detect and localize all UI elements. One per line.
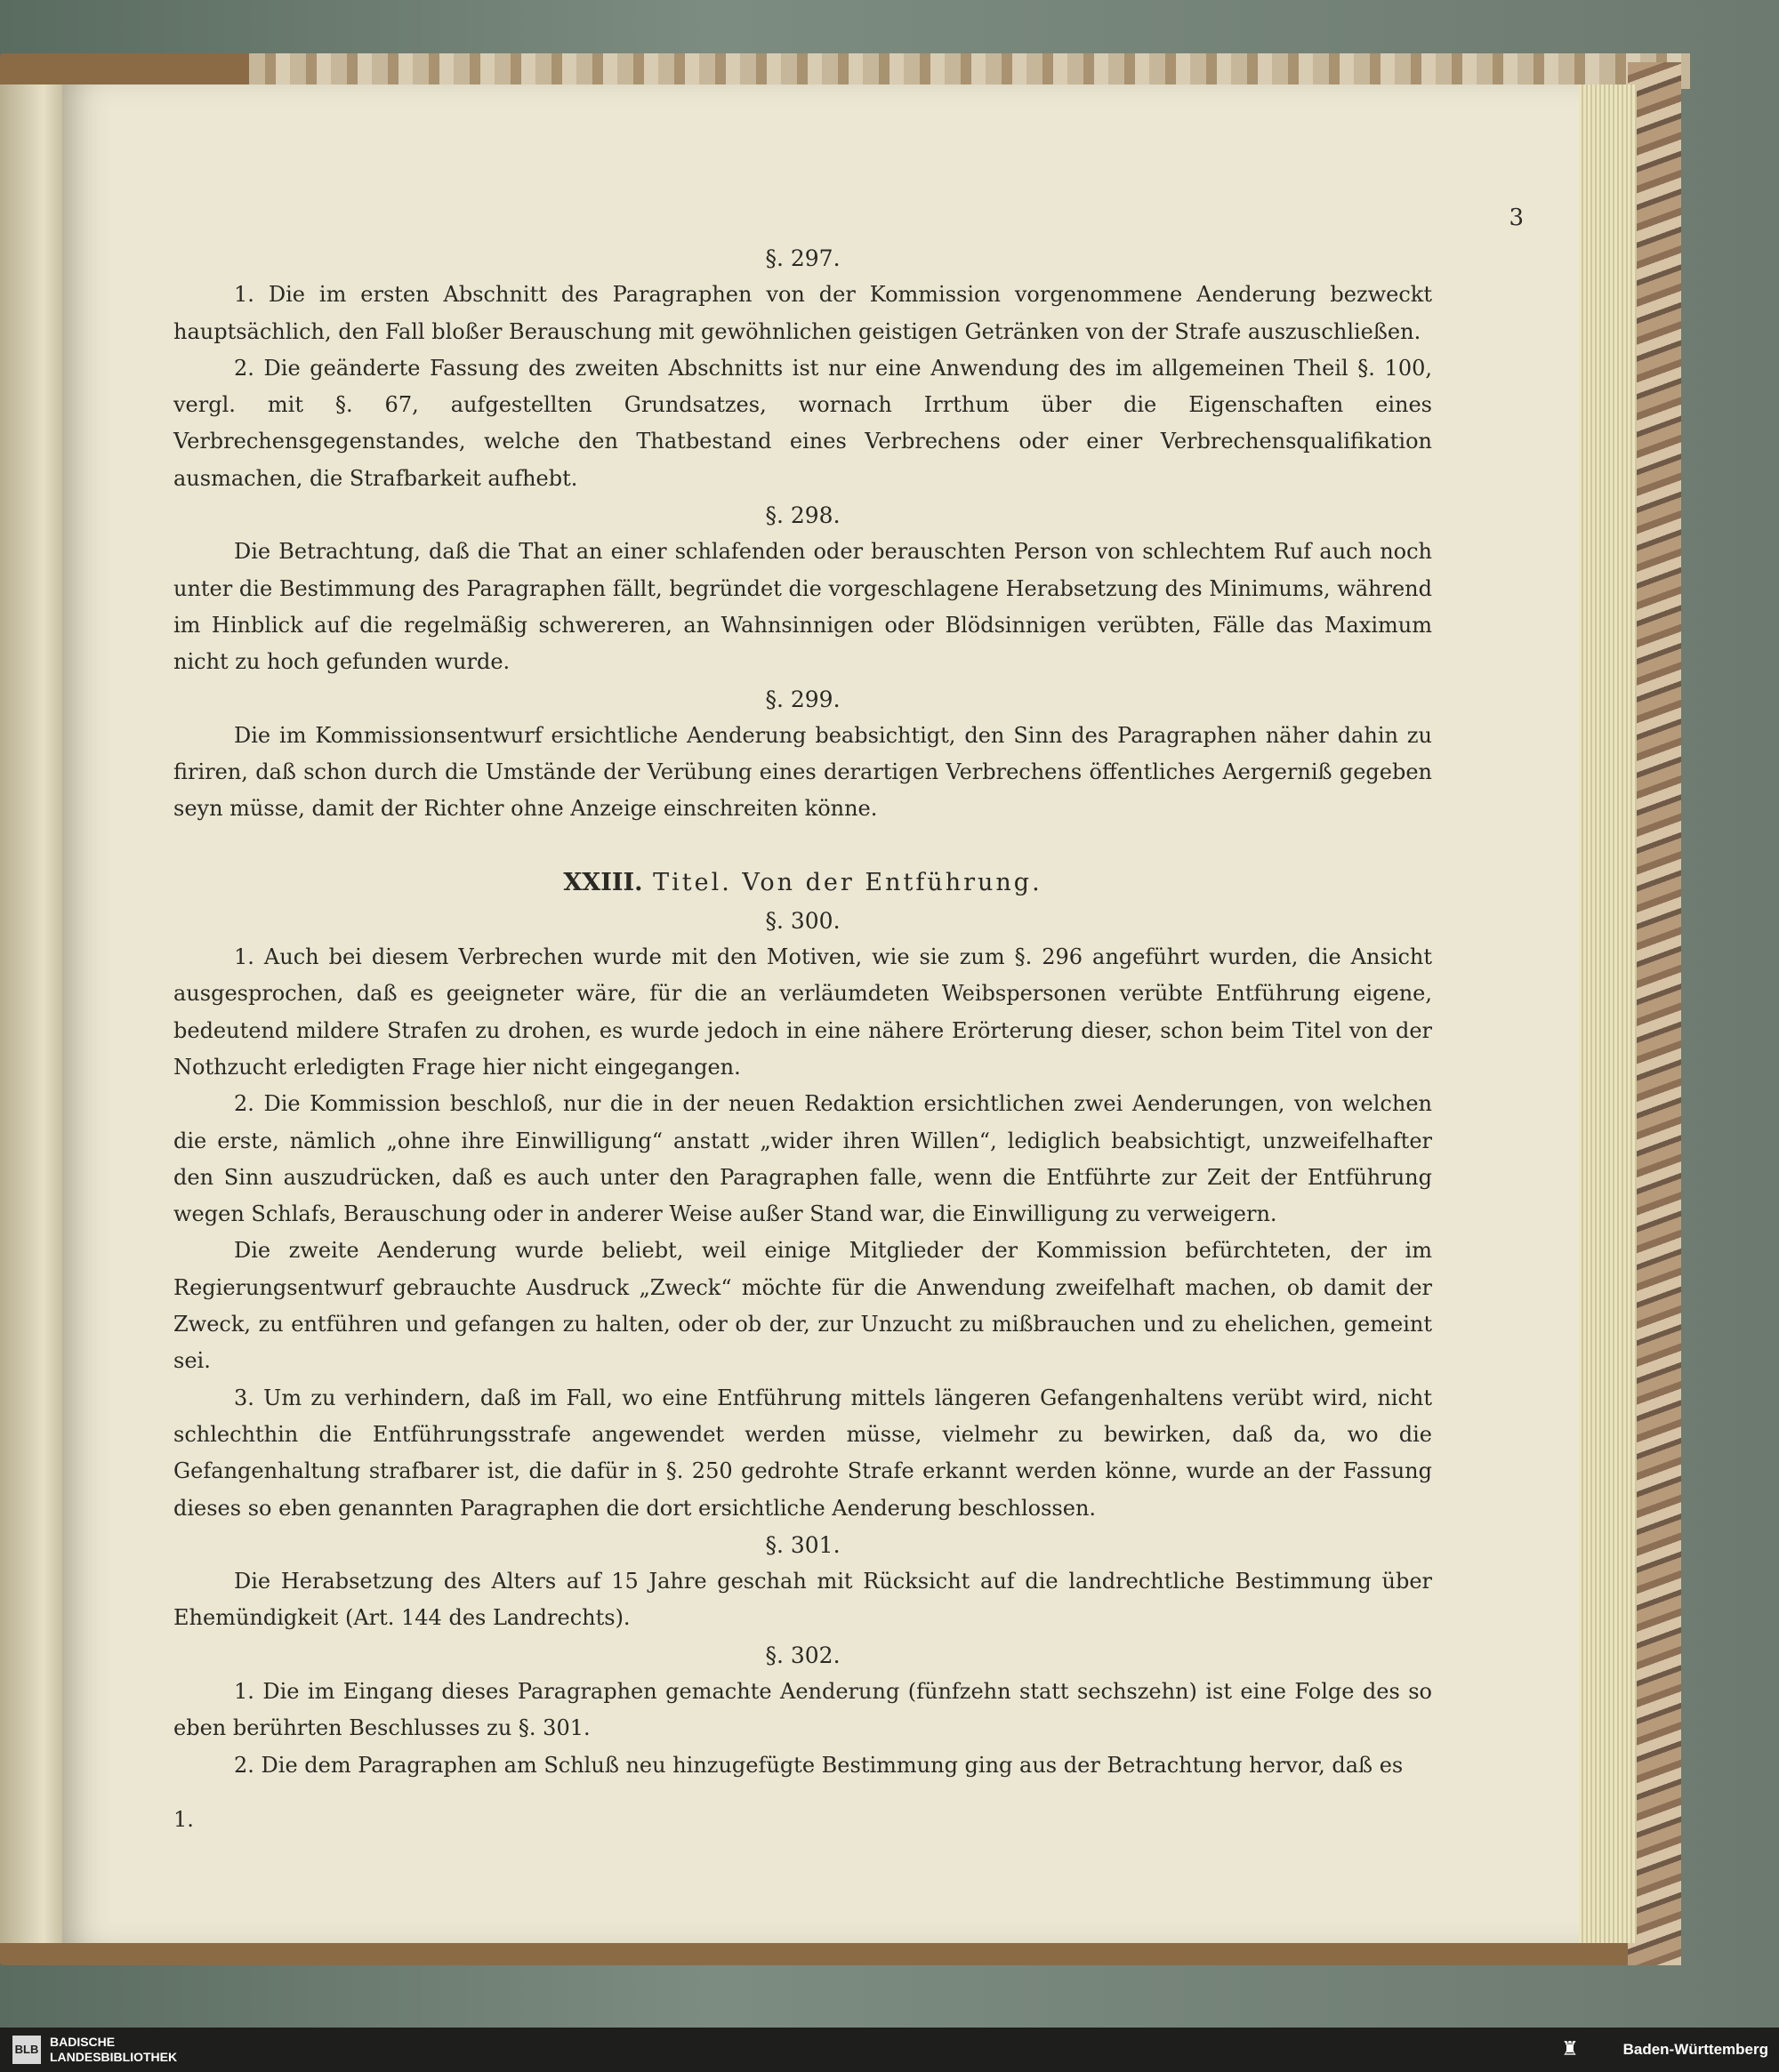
institution-line-1: BADISCHE — [50, 2035, 116, 2049]
title-number: XXIII. — [563, 868, 643, 896]
title-heading — [173, 863, 1432, 903]
paragraph: 1. Die im ersten Abschnitt des Paragraphen von der Kommission vorgenommene Aenderung bezweckt hauptsächlich, den Fall bloßer Berauschung mit gewöhnlichen geistigen Getränken von der Strafe auszuschließen. — [173, 282, 1432, 344]
coat-of-arms-icon: ♜ — [1561, 2038, 1579, 2060]
signature-mark: 1. — [173, 1806, 194, 1832]
section-heading-302: §. 302. — [765, 1642, 841, 1668]
marbled-edge-top — [249, 53, 1690, 89]
paragraph: 2. Die Kommission beschloß, nur die in der neuen Redaktion ersichtlichen zwei Aenderungen, von welchen die erste, nämlich „ohne ihre Einwilligung“ anstatt „wider ihren Willen“, lediglich beabsichtigt, unzweifelhafter den Sinn auszudrücken, daß es auch unter den Paragraphen falle, wenn die Entführte zur Zeit der Entführung wegen Schlafs, Berauschung oder in anderer Weise außer Stand war, die Einwilligung zu verweigern. — [173, 1091, 1432, 1227]
paragraph: Die Herabsetzung des Alters auf 15 Jahre geschah mit Rücksicht auf die landrechtliche Bestimmung über Ehemündigkeit (Art. 144 des Landrechts). — [173, 1569, 1432, 1631]
section-heading-298: §. 298. — [765, 502, 841, 529]
paragraph: 1. Die im Eingang dieses Paragraphen gemachte Aenderung (fünfzehn statt sechszehn) ist eine Folge des so eben berührten Beschlusses zu §. 301. — [173, 1678, 1432, 1741]
paragraph: 2. Die geänderte Fassung des zweiten Abschnitts ist nur eine Anwendung des im allgemeinen Theil §. 100, vergl. mit §. 67, aufgestellten Grundsatzes, wornach Irrthum über die Eigenschaften eines Verbrechensgegenstandes, welche den Thatbestand eines Verbrechens oder einer Verbrechensqualifikation ausmachen, die Strafbarkeit aufhebt. — [173, 355, 1432, 491]
page-content — [173, 240, 1432, 1838]
institution-line-2: LANDESBIBLIOTHEK — [50, 2050, 178, 2064]
section-heading-301: §. 301. — [765, 1531, 841, 1558]
state-logo-text[interactable]: Baden-Württemberg — [1622, 2041, 1768, 2058]
blb-logo-icon[interactable]: BLB — [12, 2036, 41, 2064]
title-text: Titel. Von der Entführung. — [653, 868, 1042, 896]
page-number: 3 — [1509, 205, 1524, 231]
section-heading-297: §. 297. — [765, 245, 841, 271]
paragraph: Die zweite Aenderung wurde beliebt, weil einige Mitglieder der Kommission befürchteten, der im Regierungsentwurf gebrauchte Ausdruck „Zweck“ möchte für die Anwendung zweifelhaft machen, ob damit der Zweck, zu entführen und gefangen zu halten, oder ob der, zur Unzucht zu mißbrauchen und zu ehelichen, gemeint sei. — [173, 1238, 1432, 1374]
paragraph: 1. Auch bei diesem Verbrechen wurde mit den Motiven, wie sie zum §. 296 angeführt wurden, die Ansicht ausgesprochen, daß es geeigneter wäre, für die an verläumdeten Weibspersonen verübte Entführung eigene, bedeutend mildere Strafen zu drohen, es wurde jedoch in eine nähere Erörterung dieser, schon beim Titel von der Nothzucht erledigten Frage hier nicht eingegangen. — [173, 944, 1432, 1080]
paragraph: Die Betrachtung, daß die That an einer schlafenden oder berauschten Person von schlechtem Ruf auch noch unter die Bestimmung des Paragraphen fällt, begründet die vorgeschlagene Herabsetzung des Minimums, während im Hinblick auf die regelmäßig schwereren, an Wahnsinnigen oder Blödsinnigen verübten, Fälle das Maximum nicht zu hoch gefunden wurde. — [173, 539, 1432, 675]
paragraph: Die im Kommissionsentwurf ersichtliche Aenderung beabsichtigt, den Sinn des Paragraphen näher dahin zu firiren, daß schon durch die Umstände der Verübung eines derartigen Verbrechens öffentliches Aergerniß gegeben seyn müsse, damit der Richter ohne Anzeige einschreiten könne. — [173, 722, 1432, 822]
institution-name[interactable] — [50, 2035, 177, 2065]
section-heading-299: §. 299. — [765, 686, 841, 712]
footer-bar — [0, 2028, 1779, 2072]
paragraph: 2. Die dem Paragraphen am Schluß neu hinzugefügte Bestimmung ging aus der Betrachtung hervor, daß es — [234, 1752, 1404, 1778]
section-heading-300: §. 300. — [765, 907, 841, 934]
page-stack-edge — [1574, 84, 1637, 1943]
paragraph: 3. Um zu verhindern, daß im Fall, wo eine Entführung mittels längeren Gefangenhaltens verübt wird, nicht schlechthin die Entführungsstrafe angewendet werden müsse, vielmehr zu bewirken, daß da, wo die Gefangenhaltung strafbarer ist, die dafür in §. 250 gedrohte Strafe erkannt werden könne, wurde an der Fassung dieses so eben genannten Paragraphen die dort ersichtliche Aenderung beschlossen. — [173, 1385, 1432, 1521]
left-page-edge — [0, 84, 62, 1943]
book-page — [62, 84, 1579, 1943]
